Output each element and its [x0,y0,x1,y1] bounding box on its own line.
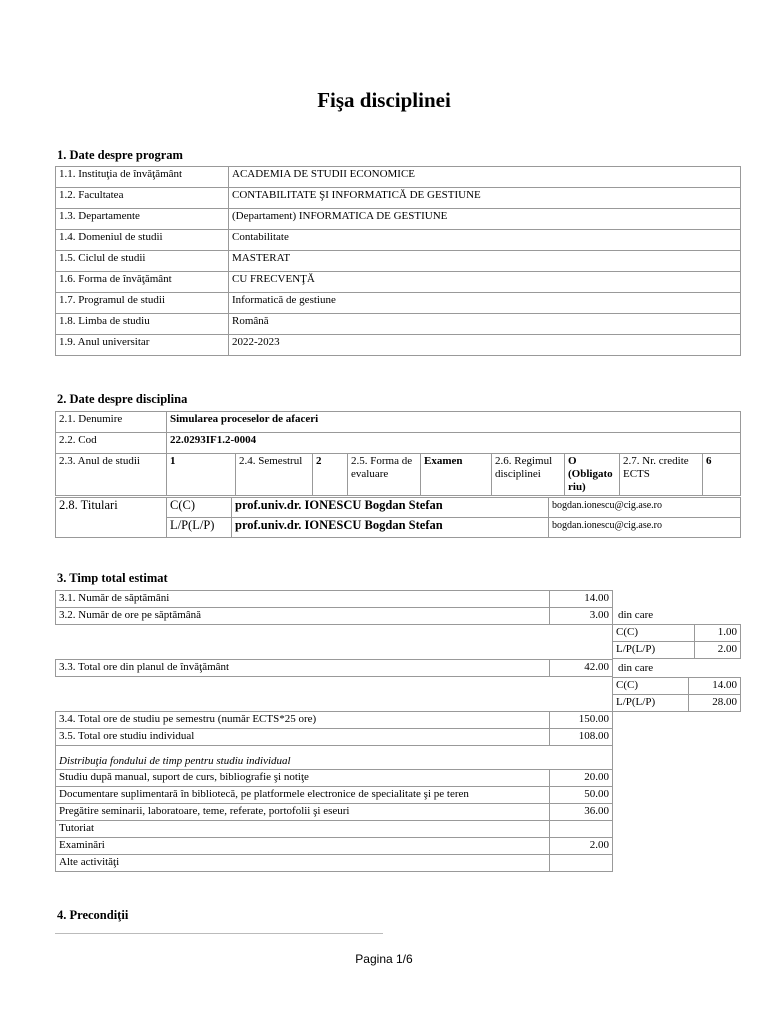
distribution-row-label: Examinări [56,838,550,855]
section3-heading: 3. Timp total estimat [57,571,168,585]
program-row [56,251,741,272]
program-row-value: Română [229,314,741,335]
distribution-row-value: 2.00 [550,838,613,855]
program-row-label: 1.7. Programul de studii [56,293,229,314]
credite-label: 2.7. Nr. credite ECTS [620,454,703,496]
time-table-2 [55,659,613,677]
distribution-row [56,804,613,821]
time-table-3 [55,711,613,872]
cod-label: 2.2. Cod [56,433,167,454]
titular-name: prof.univ.dr. IONESCU Bogdan Stefan [232,498,549,518]
distribution-row [56,787,613,804]
page-footer: Pagina 1/6 [355,952,413,966]
program-row [56,167,741,188]
titulari-label: 2.8. Titulari [56,498,167,538]
program-row [56,335,741,356]
r33-c-label: C(C) [613,678,689,695]
r33-din-care: din care [618,662,654,674]
program-row-label: 1.1. Instituţia de învăţământ [56,167,229,188]
program-row-label: 1.9. Anul universitar [56,335,229,356]
an-value: 1 [167,454,236,496]
r32-c-value: 1.00 [694,625,740,642]
time-table-1 [55,590,613,625]
distribution-row-value [550,821,613,838]
r32-l-value: 2.00 [694,642,740,659]
r33-value: 42.00 [550,660,613,677]
titular-name: prof.univ.dr. IONESCU Bogdan Stefan [232,518,549,538]
section1-heading: 1. Date despre program [57,148,183,162]
distribution-row-label: Documentare suplimentară în bibliotecă, pe platformele electronice de specialitate şi pe teren [56,787,550,804]
section4-heading: 4. Precondiţii [57,908,129,922]
r33-l-label: L/P(L/P) [613,695,689,712]
program-row-label: 1.5. Ciclul de studii [56,251,229,272]
distribution-row [56,770,613,787]
program-row [56,209,741,230]
titular-email: bogdan.ionescu@cig.ase.ro [549,518,741,538]
r32-l-label: L/P(L/P) [613,642,695,659]
program-row [56,188,741,209]
program-row-value: (Departament) INFORMATICA DE GESTIUNE [229,209,741,230]
r35-label: 3.5. Total ore studiu individual [56,729,550,746]
distribution-row-value: 50.00 [550,787,613,804]
sem-label: 2.4. Semestrul [236,454,313,496]
program-row-value: MASTERAT [229,251,741,272]
eval-value: Examen [421,454,492,496]
program-row-label: 1.3. Departamente [56,209,229,230]
titular-type: L/P(L/P) [167,518,232,538]
program-row-label: 1.2. Facultatea [56,188,229,209]
distribution-row-value [550,855,613,872]
titulari-table [55,497,741,538]
program-table [55,166,741,356]
regim-value: O (Obligato riu) [565,454,620,496]
section2-heading: 2. Date despre disciplina [57,392,188,406]
distribution-row-label: Alte activităţi [56,855,550,872]
r33-breakdown [612,677,741,712]
r34-label: 3.4. Total ore de studiu pe semestru (număr ECTS*25 ore) [56,712,550,729]
r35-value: 108.00 [550,729,613,746]
titular-email: bogdan.ionescu@cig.ase.ro [549,498,741,518]
credite-value: 6 [703,454,741,496]
r32-c-label: C(C) [613,625,695,642]
r31-label: 3.1. Număr de săptămâni [56,591,550,608]
r33-c-value: 14.00 [688,678,740,695]
distribution-row-label: Pregătire seminarii, laboratoare, teme, referate, portofolii şi eseuri [56,804,550,821]
program-row-label: 1.4. Domeniul de studii [56,230,229,251]
distribution-row [56,838,613,855]
eval-label: 2.5. Forma de evaluare [348,454,421,496]
titular-type: C(C) [167,498,232,518]
regim-label: 2.6. Regimul disciplinei [492,454,565,496]
distribution-row-label: Tutoriat [56,821,550,838]
program-row-value: 2022-2023 [229,335,741,356]
program-row [56,293,741,314]
r33-label: 3.3. Total ore din planul de învăţământ [56,660,550,677]
document-title: Fişa disciplinei [317,88,451,112]
denumire-label: 2.1. Denumire [56,412,167,433]
distribution-row-label: Studiu după manual, suport de curs, bibliografie şi notiţe [56,770,550,787]
discipline-table [55,411,741,496]
r33-l-value: 28.00 [688,695,740,712]
distribution-row-value: 36.00 [550,804,613,821]
r32-din-care: din care [618,609,654,621]
divider [55,933,383,934]
program-row-value: CU FRECVENŢĂ [229,272,741,293]
program-row-value: CONTABILITATE ŞI INFORMATICĂ DE GESTIUNE [229,188,741,209]
r34-value: 150.00 [550,712,613,729]
program-row [56,272,741,293]
distribution-row-value: 20.00 [550,770,613,787]
distribution-row [56,821,613,838]
program-row-value: Contabilitate [229,230,741,251]
an-label: 2.3. Anul de studii [56,454,167,496]
distribution-heading: Distribuţia fondului de timp pentru studiu individual [56,746,613,770]
cod-value: 22.0293IF1.2-0004 [167,433,741,454]
distribution-row [56,855,613,872]
program-row-label: 1.6. Forma de învăţământ [56,272,229,293]
r32-breakdown [612,624,741,659]
program-row-value: ACADEMIA DE STUDII ECONOMICE [229,167,741,188]
sem-value: 2 [313,454,348,496]
r32-label: 3.2. Număr de ore pe săptămână [56,608,550,625]
program-row-label: 1.8. Limba de studiu [56,314,229,335]
program-row-value: Informatică de gestiune [229,293,741,314]
program-row [56,314,741,335]
program-row [56,230,741,251]
denumire-value: Simularea proceselor de afaceri [167,412,741,433]
r32-value: 3.00 [550,608,613,625]
r31-value: 14.00 [550,591,613,608]
